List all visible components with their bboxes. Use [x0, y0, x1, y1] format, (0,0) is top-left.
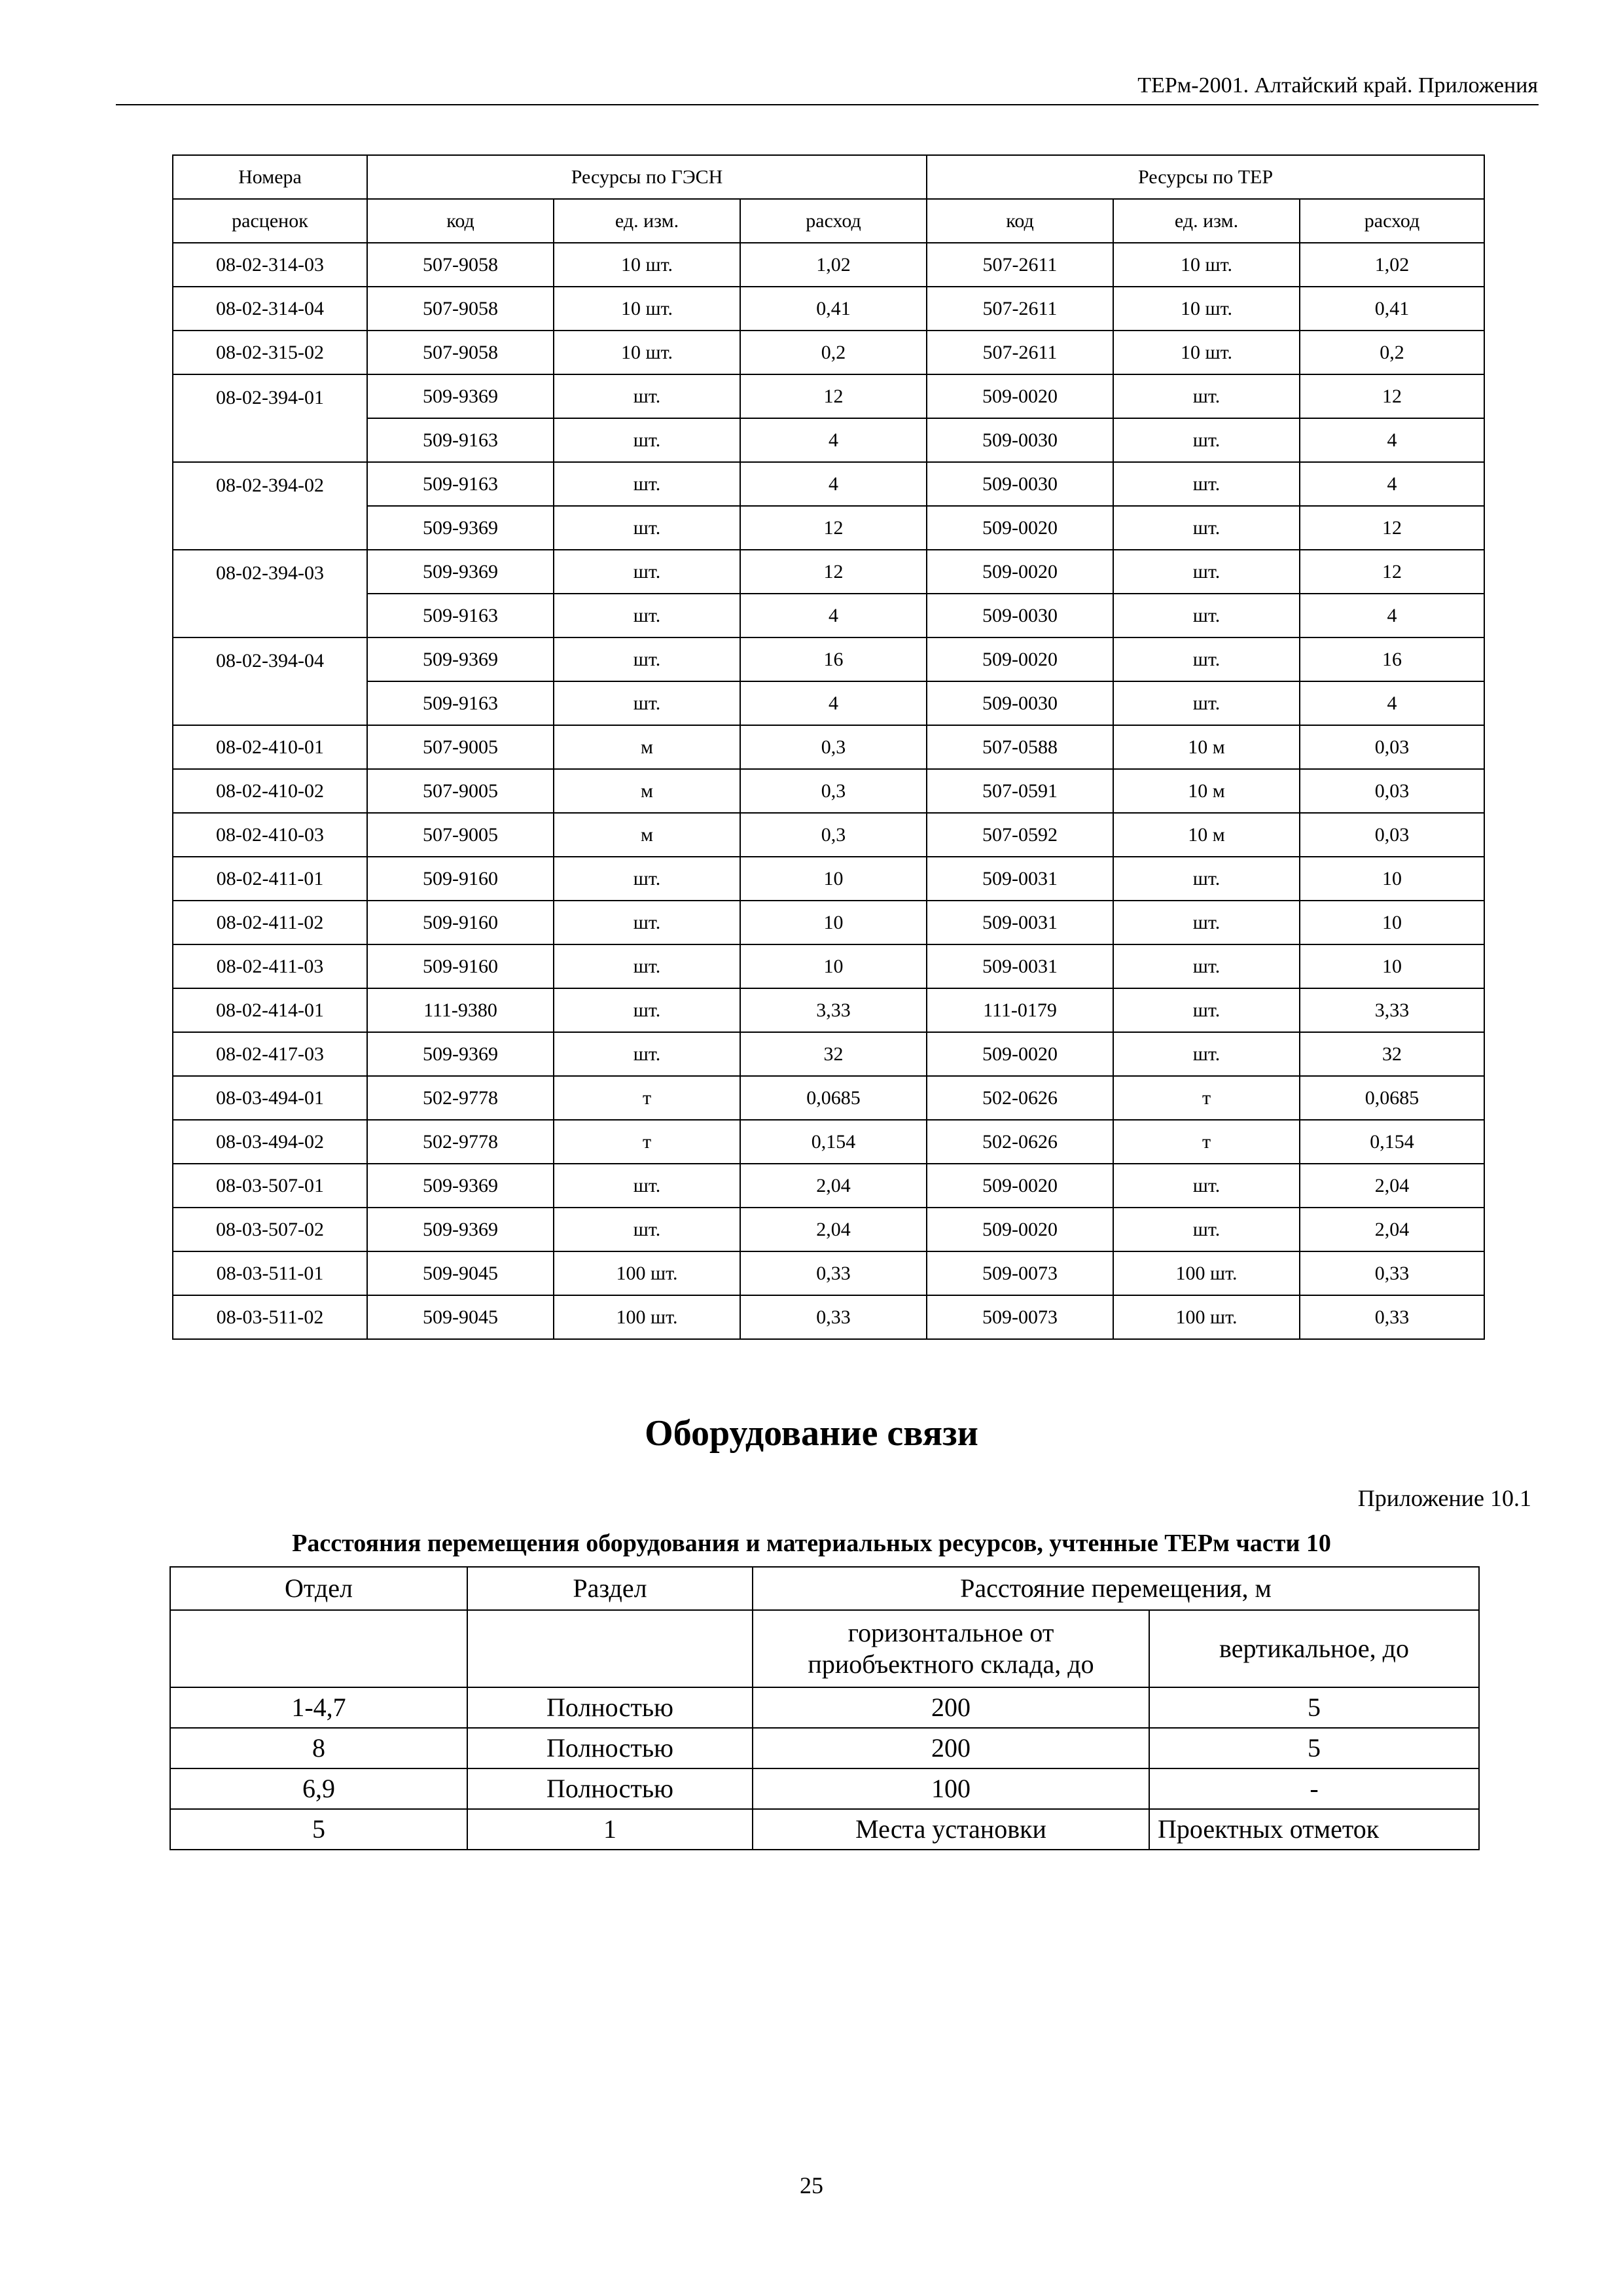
table-cell: шт. [554, 506, 740, 550]
header-cell: ед. изм. [554, 199, 740, 243]
table-cell: 509-0020 [927, 1164, 1113, 1208]
table-cell: 509-0020 [927, 374, 1113, 418]
table-cell: 08-02-315-02 [173, 331, 367, 374]
table-cell: 509-9369 [367, 637, 554, 681]
table-cell: 509-0020 [927, 550, 1113, 594]
table-cell: 08-03-511-01 [173, 1251, 367, 1295]
table-cell: 12 [740, 374, 927, 418]
table-cell: 12 [1300, 374, 1484, 418]
table-cell: 509-0030 [927, 681, 1113, 725]
table-cell: 1,02 [740, 243, 927, 287]
table-cell: 509-9369 [367, 1208, 554, 1251]
table-cell: 507-9058 [367, 331, 554, 374]
table-cell: 509-0073 [927, 1251, 1113, 1295]
table-row [173, 462, 1484, 506]
distance-table-body [170, 1567, 1479, 1850]
table-row [170, 1687, 1479, 1728]
table-cell: 507-2611 [927, 243, 1113, 287]
table-cell: Полностью [467, 1728, 753, 1768]
table-row [173, 287, 1484, 331]
header-cell: Отдел [170, 1567, 467, 1610]
table-cell: 08-02-394-01 [173, 374, 367, 462]
table-row [173, 1076, 1484, 1120]
table-cell: 507-9005 [367, 725, 554, 769]
header-cell: ед. изм. [1113, 199, 1300, 243]
table-cell: 509-9163 [367, 594, 554, 637]
table-row [173, 1164, 1484, 1208]
table-row [173, 857, 1484, 901]
table-cell: 0,33 [1300, 1251, 1484, 1295]
table-cell: 5 [1149, 1687, 1479, 1728]
header-cell [170, 1610, 467, 1687]
table-cell: шт. [1113, 901, 1300, 944]
table-row [173, 594, 1484, 637]
table-cell: 509-0020 [927, 506, 1113, 550]
table-cell: 0,3 [740, 813, 927, 857]
table-header-row [170, 1567, 1479, 1610]
table-row [173, 769, 1484, 813]
table-cell: 509-0030 [927, 418, 1113, 462]
table-cell: 2,04 [1300, 1208, 1484, 1251]
section-title: Оборудование связи [645, 1413, 978, 1454]
table-cell: 32 [1300, 1032, 1484, 1076]
table-cell: 8 [170, 1728, 467, 1768]
table-cell: 111-9380 [367, 988, 554, 1032]
table-cell: Места установки [753, 1809, 1149, 1850]
table-cell: 4 [1300, 681, 1484, 725]
table-cell: 0,41 [1300, 287, 1484, 331]
table-cell: м [554, 725, 740, 769]
header-cell: Ресурсы по ГЭСН [367, 155, 927, 199]
header-cell: код [367, 199, 554, 243]
table-cell: 507-0592 [927, 813, 1113, 857]
table-cell: шт. [554, 594, 740, 637]
resources-table-body [173, 155, 1484, 1339]
table-cell: 100 шт. [554, 1295, 740, 1339]
header-cell [753, 1610, 1149, 1687]
table-cell: 4 [740, 418, 927, 462]
table-cell: 509-9369 [367, 506, 554, 550]
header-cell: Номера [173, 155, 367, 199]
header-cell: расход [1300, 199, 1484, 243]
table-cell: 12 [740, 550, 927, 594]
appendix-label: Приложение 10.1 [1357, 1485, 1531, 1511]
table-row [173, 1208, 1484, 1251]
table-cell: 10 [1300, 901, 1484, 944]
header-cell: Ресурсы по ТЕР [927, 155, 1484, 199]
table-cell: 1-4,7 [170, 1687, 467, 1728]
table-cell: 509-9160 [367, 901, 554, 944]
table-cell: м [554, 813, 740, 857]
table-cell: шт. [554, 1032, 740, 1076]
header-cell: код [927, 199, 1113, 243]
table-cell: 4 [740, 462, 927, 506]
header-rule [116, 104, 1539, 105]
table-cell: 0,3 [740, 725, 927, 769]
table-cell: 502-0626 [927, 1076, 1113, 1120]
table-cell: 509-0031 [927, 857, 1113, 901]
table-cell: 10 [740, 901, 927, 944]
table-cell: 08-03-494-02 [173, 1120, 367, 1164]
table-cell: 509-9160 [367, 944, 554, 988]
table-cell: шт. [554, 1208, 740, 1251]
table-cell: шт. [1113, 374, 1300, 418]
header-cell: вертикальное, до [1149, 1610, 1479, 1687]
table-cell: 0,154 [1300, 1120, 1484, 1164]
table-cell: 12 [1300, 506, 1484, 550]
table-row [173, 331, 1484, 374]
table-cell: 08-02-414-01 [173, 988, 367, 1032]
table-cell: 12 [740, 506, 927, 550]
table-header-row [173, 155, 1484, 199]
table-cell: 10 м [1113, 769, 1300, 813]
table-cell: 509-9163 [367, 418, 554, 462]
header-cell: расход [740, 199, 927, 243]
table-cell: шт. [554, 988, 740, 1032]
table-cell: 32 [740, 1032, 927, 1076]
table-cell: 10 шт. [554, 287, 740, 331]
table-cell: 507-9005 [367, 769, 554, 813]
table-row [173, 374, 1484, 418]
table-cell: 6,9 [170, 1768, 467, 1809]
table-cell: Полностью [467, 1687, 753, 1728]
table-cell: 0,03 [1300, 725, 1484, 769]
table-cell: шт. [554, 374, 740, 418]
table-cell: 10 м [1113, 813, 1300, 857]
table-cell: 509-0031 [927, 901, 1113, 944]
table-cell: 0,154 [740, 1120, 927, 1164]
table-cell: 5 [170, 1809, 467, 1850]
table-cell: 509-9163 [367, 462, 554, 506]
table-cell: 502-9778 [367, 1120, 554, 1164]
table-cell: 507-9058 [367, 287, 554, 331]
distance-table [169, 1566, 1480, 1850]
table-cell: 509-0073 [927, 1295, 1113, 1339]
table-cell: 100 шт. [1113, 1295, 1300, 1339]
table-row [173, 725, 1484, 769]
table-cell: 08-02-394-02 [173, 462, 367, 550]
table-cell: шт. [554, 462, 740, 506]
table-cell: 100 [753, 1768, 1149, 1809]
table-cell: 509-0020 [927, 1032, 1113, 1076]
table-cell: 08-02-394-03 [173, 550, 367, 637]
table-row [173, 901, 1484, 944]
table-row [173, 1295, 1484, 1339]
header-cell-line: приобъектного склада, до [808, 1649, 1094, 1679]
table-cell: 100 шт. [1113, 1251, 1300, 1295]
table-cell: 08-03-494-01 [173, 1076, 367, 1120]
table-cell: 4 [740, 594, 927, 637]
header-cell [467, 1610, 753, 1687]
table-cell: шт. [1113, 637, 1300, 681]
table-cell: 509-9369 [367, 374, 554, 418]
table-cell: 509-0031 [927, 944, 1113, 988]
table-cell: шт. [1113, 550, 1300, 594]
running-header: ТЕРм-2001. Алтайский край. Приложения [1137, 73, 1538, 98]
table-cell: 10 [740, 857, 927, 901]
table-cell: 502-9778 [367, 1076, 554, 1120]
table-cell: 507-9005 [367, 813, 554, 857]
table-cell: 509-0020 [927, 1208, 1113, 1251]
table-cell: т [554, 1076, 740, 1120]
table-cell: 509-0030 [927, 594, 1113, 637]
table-row [173, 550, 1484, 594]
table-cell: шт. [1113, 462, 1300, 506]
table-cell: 0,33 [1300, 1295, 1484, 1339]
table-cell: 111-0179 [927, 988, 1113, 1032]
table-cell: Проектных отметок [1149, 1809, 1479, 1850]
table-cell: шт. [554, 901, 740, 944]
table-cell: 509-9045 [367, 1251, 554, 1295]
table-cell: 08-02-417-03 [173, 1032, 367, 1076]
table-cell: 1,02 [1300, 243, 1484, 287]
table-cell: 4 [740, 681, 927, 725]
table-cell: шт. [1113, 1164, 1300, 1208]
table-cell: 10 шт. [554, 243, 740, 287]
resources-table [172, 154, 1485, 1340]
table-cell: 08-03-507-01 [173, 1164, 367, 1208]
table-row [173, 988, 1484, 1032]
table-cell: 509-9163 [367, 681, 554, 725]
table-cell: м [554, 769, 740, 813]
table-cell: 509-0030 [927, 462, 1113, 506]
table-cell: 10 шт. [1113, 287, 1300, 331]
header-cell: расценок [173, 199, 367, 243]
table-cell: 509-9369 [367, 1164, 554, 1208]
table-cell: 10 [1300, 944, 1484, 988]
table-cell: 507-0591 [927, 769, 1113, 813]
table-cell: 4 [1300, 462, 1484, 506]
table-cell: 1 [467, 1809, 753, 1850]
table-row [173, 637, 1484, 681]
table-cell: 509-9045 [367, 1295, 554, 1339]
table-caption: Расстояния перемещения оборудования и материальных ресурсов, учтенные ТЕРм части 10 [292, 1530, 1331, 1557]
table-row [173, 1120, 1484, 1164]
table-cell: - [1149, 1768, 1479, 1809]
table-row [170, 1809, 1479, 1850]
table-cell: 5 [1149, 1728, 1479, 1768]
table-cell: 16 [1300, 637, 1484, 681]
table-cell: 509-9369 [367, 550, 554, 594]
table-cell: 10 шт. [1113, 331, 1300, 374]
table-cell: шт. [1113, 506, 1300, 550]
table-cell: 08-02-411-01 [173, 857, 367, 901]
header-cell: Раздел [467, 1567, 753, 1610]
table-cell: 0,2 [740, 331, 927, 374]
table-cell: 08-02-314-04 [173, 287, 367, 331]
table-cell: 4 [1300, 594, 1484, 637]
table-row [173, 681, 1484, 725]
table-cell: 08-02-314-03 [173, 243, 367, 287]
table-row [170, 1768, 1479, 1809]
table-cell: шт. [554, 550, 740, 594]
table-cell: 12 [1300, 550, 1484, 594]
table-cell: 08-02-394-04 [173, 637, 367, 725]
table-cell: шт. [1113, 1208, 1300, 1251]
table-cell: 509-0020 [927, 637, 1113, 681]
table-cell: шт. [1113, 681, 1300, 725]
table-row [173, 243, 1484, 287]
table-cell: шт. [1113, 594, 1300, 637]
table-cell: 509-9160 [367, 857, 554, 901]
table-cell: 507-0588 [927, 725, 1113, 769]
table-cell: 10 шт. [554, 331, 740, 374]
table-cell: шт. [554, 1164, 740, 1208]
table-row [173, 506, 1484, 550]
table-cell: 0,03 [1300, 769, 1484, 813]
table-cell: шт. [1113, 988, 1300, 1032]
table-cell: 10 шт. [1113, 243, 1300, 287]
table-cell: т [1113, 1076, 1300, 1120]
header-cell: Расстояние перемещения, м [753, 1567, 1479, 1610]
table-cell: 507-2611 [927, 287, 1113, 331]
table-cell: шт. [554, 681, 740, 725]
table-row [173, 813, 1484, 857]
table-cell: т [1113, 1120, 1300, 1164]
table-cell: 08-02-410-03 [173, 813, 367, 857]
table-cell: 100 шт. [554, 1251, 740, 1295]
table-cell: 3,33 [1300, 988, 1484, 1032]
table-cell: 08-02-411-02 [173, 901, 367, 944]
table-cell: 10 м [1113, 725, 1300, 769]
table-cell: шт. [554, 637, 740, 681]
table-cell: 2,04 [740, 1164, 927, 1208]
table-cell: 0,0685 [1300, 1076, 1484, 1120]
table-cell: шт. [554, 857, 740, 901]
table-cell: 16 [740, 637, 927, 681]
table-cell: 0,2 [1300, 331, 1484, 374]
table-cell: 0,0685 [740, 1076, 927, 1120]
table-cell: 507-9058 [367, 243, 554, 287]
table-cell: 08-03-507-02 [173, 1208, 367, 1251]
table-cell: 2,04 [1300, 1164, 1484, 1208]
table-cell: 08-02-411-03 [173, 944, 367, 988]
header-cell-line: горизонтальное от [847, 1618, 1054, 1647]
table-cell: 10 [740, 944, 927, 988]
table-row [173, 1251, 1484, 1295]
table-cell: 3,33 [740, 988, 927, 1032]
table-cell: шт. [1113, 944, 1300, 988]
table-cell: 200 [753, 1687, 1149, 1728]
table-cell: шт. [1113, 418, 1300, 462]
table-row [173, 418, 1484, 462]
table-row [170, 1728, 1479, 1768]
table-cell: шт. [1113, 857, 1300, 901]
table-cell: 0,33 [740, 1251, 927, 1295]
table-cell: т [554, 1120, 740, 1164]
table-row [173, 944, 1484, 988]
page-number: 25 [800, 2172, 823, 2198]
table-cell: 502-0626 [927, 1120, 1113, 1164]
table-cell: 2,04 [740, 1208, 927, 1251]
table-cell: шт. [554, 418, 740, 462]
table-cell: 200 [753, 1728, 1149, 1768]
table-cell: 08-02-410-01 [173, 725, 367, 769]
table-cell: 4 [1300, 418, 1484, 462]
table-cell: 10 [1300, 857, 1484, 901]
table-cell: 509-9369 [367, 1032, 554, 1076]
table-cell: 0,33 [740, 1295, 927, 1339]
table-cell: 08-03-511-02 [173, 1295, 367, 1339]
table-cell: шт. [554, 944, 740, 988]
table-cell: 507-2611 [927, 331, 1113, 374]
table-cell: шт. [1113, 1032, 1300, 1076]
table-cell: Полностью [467, 1768, 753, 1809]
table-subheader-row [170, 1610, 1479, 1687]
table-cell: 0,41 [740, 287, 927, 331]
table-cell: 08-02-410-02 [173, 769, 367, 813]
table-cell: 0,03 [1300, 813, 1484, 857]
table-cell: 0,3 [740, 769, 927, 813]
table-subheader-row [173, 199, 1484, 243]
table-row [173, 1032, 1484, 1076]
